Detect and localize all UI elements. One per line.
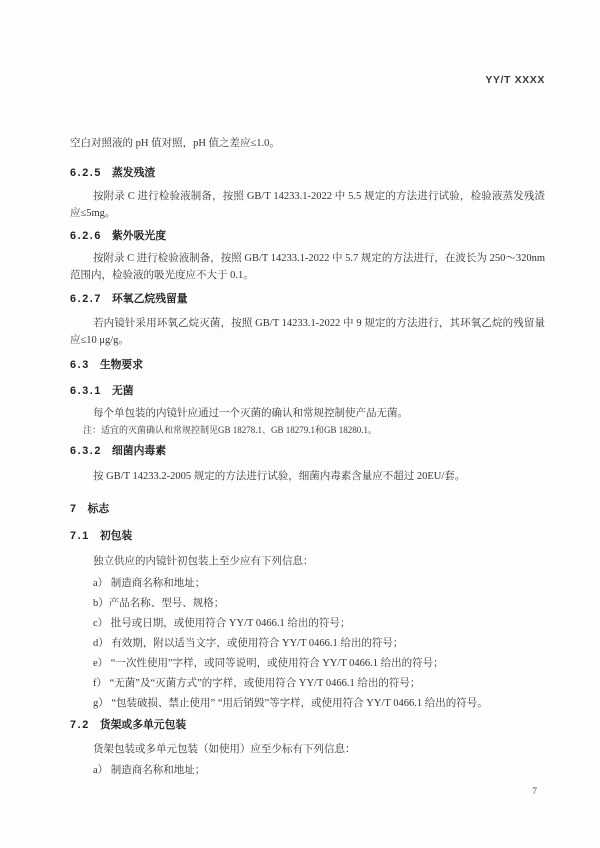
section-number: 6.3.2 xyxy=(70,445,103,457)
section-number: 6.3.1 xyxy=(70,385,103,397)
list-item-f: f） “无菌”及“灭菌方式”的字样，或使用符合 YY/T 0466.1 给出的符号； xyxy=(93,678,421,689)
paragraph-6-2-7: 若内镜针采用环氧乙烷灭菌，按照 GB/T 14233.1-2022 中 9 规定的方法进行，其环氧乙烷的残留量应≤10 μg/g。 xyxy=(70,318,545,346)
list-item-b: b）产品名称、型号、规格； xyxy=(93,598,225,609)
page-number: 7 xyxy=(532,787,537,797)
section-number: 6.2.7 xyxy=(70,293,103,305)
paragraph-6-2-6: 按附录 C 进行检验液制备，按照 GB/T 14233.1-2022 中 5.7 规定的方法进行，在波长为 250～320nm 范围内，检验液的吸光度应不大于 0.1。 xyxy=(70,253,545,281)
list-item-a2: a） 制造商名称和地址； xyxy=(93,765,206,776)
heading-6-2-7 xyxy=(70,291,545,308)
list-item-c: c） 批号或日期，或使用符合 YY/T 0466.1 给出的符号； xyxy=(93,618,351,629)
heading-6-2-5 xyxy=(70,165,545,182)
paragraph-ph-continuation: 空白对照液的 pH 值对照，pH 值之差应≤1.0。 xyxy=(70,138,280,149)
paragraph-7-2: 货架包装或多单元包装（如使用）应至少标有下列信息： xyxy=(93,744,356,755)
section-title: 紫外吸光度 xyxy=(112,230,166,242)
list-item-e: e） “一次性使用”字样，或同等说明，或使用符合 YY/T 0466.1 给出的符号； xyxy=(93,658,444,669)
section-title: 生物要求 xyxy=(99,359,143,371)
doc-code: YY/T XXXX xyxy=(485,74,545,86)
heading-7-1 xyxy=(70,528,545,545)
section-title: 货架或多单元包装 xyxy=(99,719,187,731)
list-item-d: d） 有效期，附以适当文字，或使用符合 YY/T 0466.1 给出的符号； xyxy=(93,638,404,649)
paragraph-6-3-1: 每个单包装的内镜针应通过一个灭菌的确认和常规控制使产品无菌。 xyxy=(93,408,408,419)
section-number: 7 xyxy=(70,503,78,515)
heading-6-2-6 xyxy=(70,228,545,245)
section-number: 6.2.6 xyxy=(70,230,103,242)
section-number: 7.2 xyxy=(70,719,90,731)
heading-7 xyxy=(70,501,545,518)
doc-footer xyxy=(70,786,545,798)
heading-6-3-2 xyxy=(70,443,545,460)
note-6-3-1: 注：适宜的灭菌确认和常规控制见GB 18278.1、GB 18279.1和GB 18280.1。 xyxy=(83,425,378,435)
heading-6-3 xyxy=(70,357,545,374)
paragraph-6-2-5: 按附录 C 进行检验液制备，按照 GB/T 14233.1-2022 中 5.5 规定的方法进行试验，检验液蒸发残渣应≤5mg。 xyxy=(70,191,545,219)
section-number: 7.1 xyxy=(70,530,90,542)
heading-6-3-1 xyxy=(70,383,545,400)
section-number: 6.2.5 xyxy=(70,167,103,179)
list-item-g: g） “包装破损、禁止使用” “用后销毁”等字样，或使用符合 YY/T 0466.1 给出的符号。 xyxy=(93,698,488,709)
section-title: 无菌 xyxy=(112,385,134,397)
paragraph-6-3-2: 按 GB/T 14233.2-2005 规定的方法进行试验，细菌内毒素含量应不超过 20EU/套。 xyxy=(93,471,466,482)
section-number: 6.3 xyxy=(70,359,90,371)
section-title: 环氧乙烷残留量 xyxy=(112,293,188,305)
list-item-a: a） 制造商名称和地址； xyxy=(93,578,206,589)
heading-7-2 xyxy=(70,717,545,734)
paragraph-7-1: 独立供应的内镜针初包装上至少应有下列信息： xyxy=(93,556,314,567)
doc-header xyxy=(70,74,545,86)
section-title: 标志 xyxy=(87,503,110,515)
section-title: 细菌内毒素 xyxy=(112,445,166,457)
section-title: 初包装 xyxy=(99,530,133,542)
section-title: 蒸发残渣 xyxy=(112,167,156,179)
